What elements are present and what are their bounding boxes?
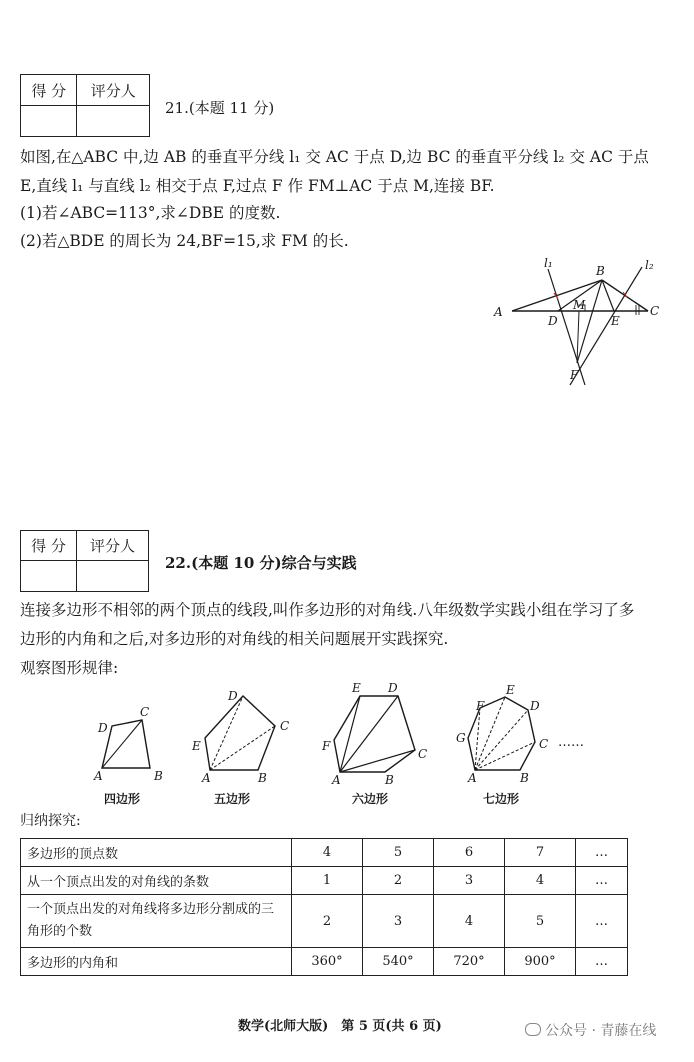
- table-cell: …: [576, 839, 628, 867]
- q21-grader-cell[interactable]: [77, 106, 150, 137]
- data-table: [20, 838, 628, 976]
- svg-text:C: C: [418, 747, 428, 761]
- table-cell: 900°: [505, 948, 576, 976]
- table-cell: 3: [363, 895, 434, 948]
- svg-text:C: C: [539, 737, 549, 751]
- table-row: [21, 839, 628, 867]
- table-cell: 1: [292, 867, 363, 895]
- row-label: 多边形的内角和: [21, 948, 292, 976]
- q21-header: 21.(本题 11 分): [165, 99, 275, 117]
- label-l1: l₁: [544, 256, 553, 270]
- table-cell: 4: [434, 895, 505, 948]
- svg-text:D: D: [530, 699, 540, 713]
- table-cell: …: [576, 895, 628, 948]
- table-row: [21, 948, 628, 976]
- svg-text:F: F: [322, 739, 331, 753]
- q22-score-label: 得 分: [21, 531, 77, 561]
- table-cell: 3: [434, 867, 505, 895]
- caption-heptagon: 七边形: [483, 792, 520, 806]
- table-cell: 4: [505, 867, 576, 895]
- table-cell: 540°: [363, 948, 434, 976]
- table-cell: 2: [292, 895, 363, 948]
- row-label: 多边形的顶点数: [21, 839, 292, 867]
- q21-score-cell[interactable]: [21, 106, 77, 137]
- label-m: M: [573, 298, 586, 312]
- q22-line2: 边形的内角和之后,对多边形的对角线的相关问题展开实践探究.: [20, 630, 449, 648]
- svg-text:D: D: [388, 681, 398, 695]
- label-e: E: [611, 314, 620, 328]
- table-cell: 2: [363, 867, 434, 895]
- svg-text:B: B: [154, 769, 163, 783]
- caption-pentagon: 五边形: [214, 792, 251, 806]
- svg-text:B: B: [385, 773, 394, 787]
- q22-line3: 观察图形规律:: [20, 659, 119, 677]
- q22-grader-cell[interactable]: [76, 561, 148, 592]
- table-row: [21, 867, 628, 895]
- table-cell: 6: [434, 839, 505, 867]
- label-f: F: [570, 368, 579, 382]
- svg-text:A: A: [94, 769, 103, 783]
- line-l2: [570, 267, 642, 385]
- q22-score-cell[interactable]: [21, 561, 77, 592]
- svg-text:E: E: [352, 681, 361, 695]
- row-label: 从一个顶点出发的对角线的条数: [21, 867, 292, 895]
- watermark: [525, 1020, 656, 1040]
- induce-label: 归纳探究:: [20, 813, 81, 829]
- q21-line4: (2)若△BDE 的周长为 24,BF=15,求 FM 的长.: [20, 232, 349, 250]
- hexagon-shape: [321, 681, 427, 787]
- table-cell: 7: [505, 839, 576, 867]
- svg-text:G: G: [456, 731, 466, 745]
- q21-line2: E,直线 l₁ 与直线 l₂ 相交于点 F,过点 F 作 FM⊥AC 于点 M,连接 BF.: [20, 177, 495, 195]
- table-cell: …: [576, 867, 628, 895]
- table-cell: 5: [505, 895, 576, 948]
- table-cell: 4: [292, 839, 363, 867]
- svg-text:E: E: [192, 739, 201, 753]
- q21-score-label: 得 分: [21, 75, 77, 106]
- caption-quadrilateral: 四边形: [104, 792, 141, 806]
- quadrilateral-shape: [93, 705, 163, 783]
- svg-text:D: D: [228, 689, 238, 703]
- label-b: B: [596, 264, 605, 278]
- svg-text:B: B: [258, 771, 267, 785]
- q22-line1: 连接多边形不相邻的两个顶点的线段,叫作多边形的对角线.八年级数学实践小组在学习了多: [20, 601, 635, 619]
- svg-text:B: B: [520, 771, 529, 785]
- q22-header: 22.(本题 10 分)综合与实践: [165, 554, 357, 572]
- segment-fm: [577, 311, 579, 363]
- polygons-figure: [80, 680, 620, 790]
- segment-bf: [577, 280, 602, 363]
- q21-score-box: [20, 74, 150, 137]
- q22-score-box: [20, 530, 149, 592]
- watermark-text: 公众号 · 青藤在线: [545, 1023, 657, 1039]
- table-cell: 360°: [292, 948, 363, 976]
- caption-hexagon: 六边形: [352, 792, 389, 806]
- q21-line1: 如图,在△ABC 中,边 AB 的垂直平分线 l₁ 交 AC 于点 D,边 BC 的垂直平分线 l₂ 交 AC 于点: [20, 148, 649, 166]
- q21-grader-label: 评分人: [77, 75, 150, 106]
- q21-line3: (1)若∠ABC=113°,求∠DBE 的度数.: [20, 204, 281, 222]
- pentagon-shape: [191, 689, 289, 785]
- table-cell: 720°: [434, 948, 505, 976]
- label-c: C: [650, 304, 660, 318]
- label-l2: l₂: [645, 258, 654, 272]
- table-cell: …: [576, 948, 628, 976]
- svg-text:D: D: [98, 721, 108, 735]
- wechat-icon: [525, 1023, 541, 1036]
- svg-text:A: A: [468, 771, 477, 785]
- ellipsis: ……: [558, 735, 584, 750]
- q22-grader-label: 评分人: [76, 531, 148, 561]
- svg-text:C: C: [280, 719, 290, 733]
- label-d: D: [548, 314, 558, 328]
- row-label: 一个顶点出发的对角线将多边形分割成的三角形的个数: [21, 895, 292, 948]
- svg-text:E: E: [506, 683, 515, 697]
- page-footer: 数学(北师大版) 第 5 页(共 6 页): [238, 1019, 442, 1034]
- svg-text:F: F: [476, 699, 485, 713]
- heptagon-shape: [456, 683, 548, 785]
- table-row: [21, 895, 628, 948]
- svg-text:C: C: [140, 705, 150, 719]
- label-a: A: [494, 305, 503, 319]
- svg-text:A: A: [202, 771, 211, 785]
- svg-text:A: A: [332, 773, 341, 787]
- table-cell: 5: [363, 839, 434, 867]
- q21-figure: [480, 255, 680, 395]
